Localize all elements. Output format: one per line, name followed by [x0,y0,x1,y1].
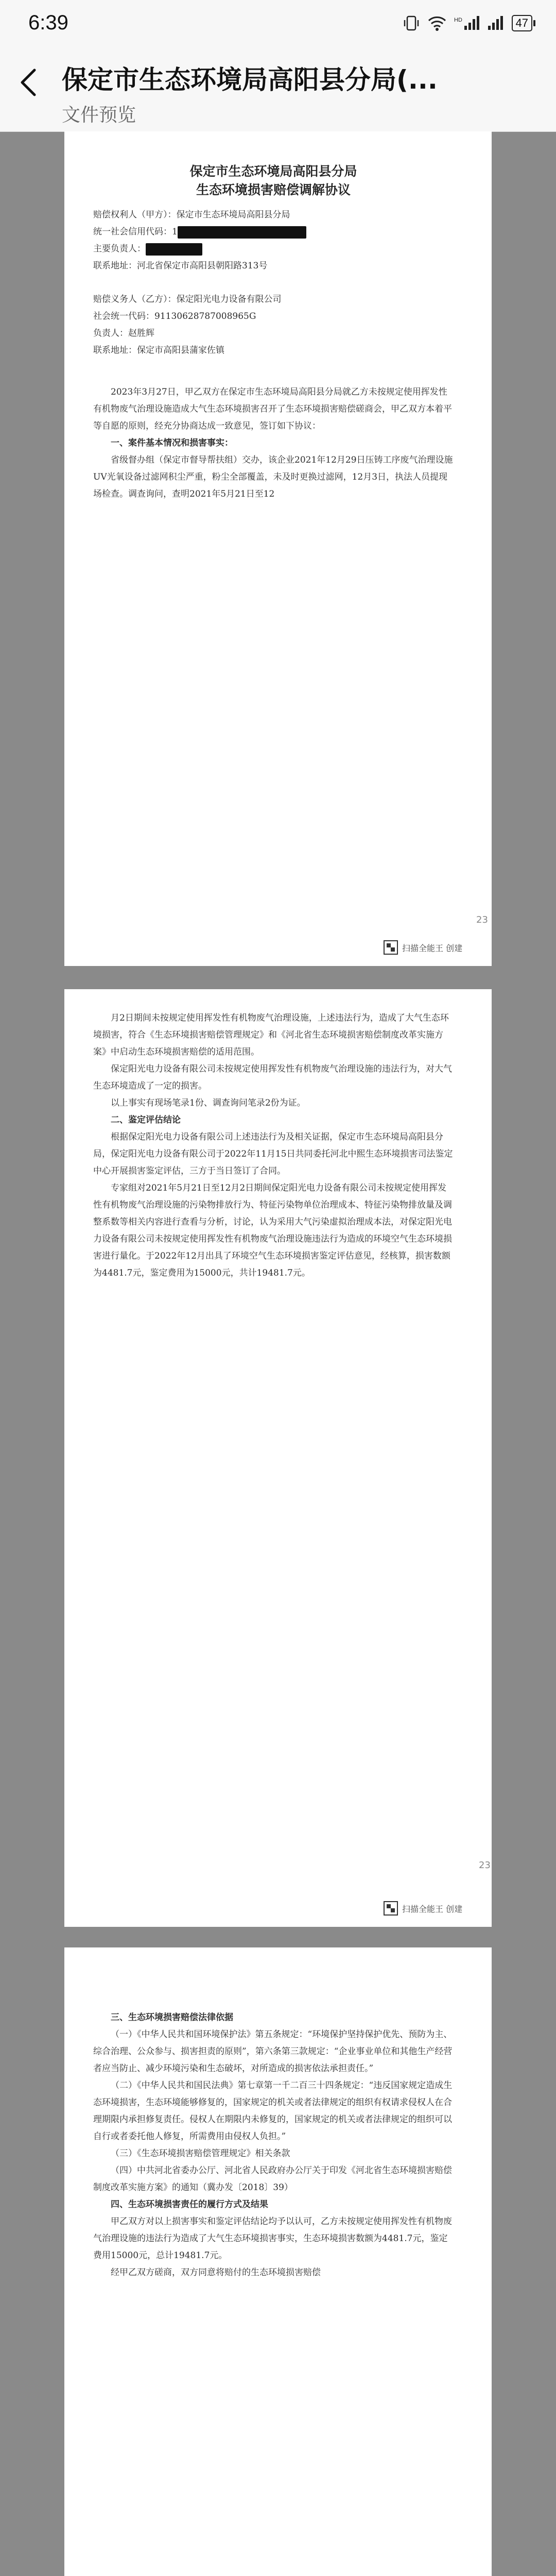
battery-icon [512,15,535,31]
page-2-content [93,1010,454,1282]
chevron-left-icon [18,68,39,97]
page-title: 保定市生态环境局高阳县分局(... [62,65,438,95]
body-paragraph: 月2日期间未按规定使用挥发性有机物废气治理设施，上述违法行为，造成了大气生态环境损害，符合《生态环境损害赔偿管理规定》和《河北省生态环境损害赔偿制度改革实施方案》中启动生态环境损害赔偿的适用范围。 [93,1013,449,1057]
qr-icon [384,1901,398,1916]
section-heading: 三、生态环境损害赔偿法律依据 [111,2012,233,2023]
margin-mark: 23 [479,1860,491,1871]
party-a-credit-code: 统一社会信用代码：1 [93,224,454,241]
document-page-3 [64,1947,492,2576]
page-subtitle: 文件预览 [62,105,136,126]
battery-level: 47 [515,16,528,29]
body-paragraph: 保定阳光电力设备有限公司未按规定使用挥发性有机物废气治理设施的违法行为，对大气生态环境造成了一定的损害。 [93,1064,452,1091]
section-heading: 二、鉴定评估结论 [111,1115,181,1125]
body-paragraph: 省级督办组（保定市督导帮扶组）交办，该企业2021年12月29日压铸工序废气治理设施UV光氧设备过滤网积尘严重，粉尘全部覆盖，未及时更换过滤网，12月3日，执法人员提现场检查。调查询问，查明2021年5月21日至12 [93,455,453,499]
status-bar [0,0,556,49]
signal-hd-icon [454,14,480,32]
doc-title [93,162,454,199]
body-paragraph: 根据保定阳光电力设备有限公司上述违法行为及相关证据，保定市生态环境局高阳县分局，保定阳光电力设备有限公司于2022年11月15日共同委托河北中熙生态环境损害司法鉴定中心开展损害鉴定评估，三方于当日签订了合同。 [93,1132,453,1176]
header-bar [0,49,556,132]
vibrate-icon [403,14,420,32]
document-page-1 [64,131,492,966]
scanner-footer: 扫描全能王 创建 [384,1901,462,1916]
svg-text:HD: HD [454,17,462,23]
scanner-footer: 扫描全能王 创建 [384,940,462,955]
party-b-credit-code: 社会统一代码：91130628787008965G [93,311,256,321]
party-a-principal: 主要负责人： [93,241,454,258]
body-paragraph: （四）中共河北省委办公厅、河北省人民政府办公厅关于印发《河北省生态环境损害赔偿制度改革实施方案》的通知（冀办发〔2018〕39） [93,2165,452,2193]
party-a-address: 联系地址：河北省保定市高阳县朝阳路313号 [93,261,268,271]
body-paragraph: 甲乙双方对以上损害事实和鉴定评估结论均予以认可，乙方未按规定使用挥发性有机物废气治理设施的违法行为造成了大气生态环境损害事实，生态环境损害数额为4481.7元，鉴定费用15000元，总计19481.7元。 [93,2216,452,2261]
body-paragraph: 专家组对2021年5月21日至12月2日期间保定阳光电力设备有限公司未按规定使用挥发性有机物废气治理设施的污染物排放行为、特征污染物单位治理成本、特征污染物排放量及调整系数等相关内容进行查看与分析，讨论，认为采用大气污染虚拟治理成本法，对保定阳光电力设备有限公司未按规定使用挥发性有机物废气治理设施违法行为造成的环境空气生态环境损害进行量化。于2022年12月出具了环境空气生态环境损害鉴定评估意见，经核算，损害数额为4481.7元，鉴定费用为15000元，共计19481.7元。 [93,1183,452,1278]
wifi-icon [427,14,447,32]
document-page-2 [64,989,492,1927]
party-b-principal: 负责人：赵胜辉 [93,328,154,338]
section-heading: 一、案件基本情况和损害事实： [111,438,233,448]
qr-icon [384,940,398,955]
party-a-name: 赔偿权利人（甲方）：保定市生态环境局高阳县分局 [93,210,290,220]
intro-paragraph: 2023年3月27日，甲乙双方在保定市生态环境局高阳县分局就乙方未按规定使用挥发性有机物废气治理设施造成大气生态环境损害召开了生态环境损害赔偿磋商会，甲乙双方本着平等自愿的原则，经充分协商达成一致意见，签订如下协议： [93,387,452,431]
status-icons [403,14,535,32]
status-time: 6:39 [28,11,68,34]
section-heading: 四、生态环境损害责任的履行方式及结果 [111,2199,268,2210]
signal-icon [487,14,505,32]
page-1-content [93,162,454,503]
party-b-address: 联系地址：保定市高阳县蒲家佐镇 [93,345,224,355]
redacted-block [146,243,202,256]
body-paragraph: （二）《中华人民共和国民法典》第七章第一千二百三十四条规定：“违反国家规定造成生态环境损害，生态环境能够修复的，国家规定的机关或者法律规定的组织有权请求侵权人在合理期限内承担修复责任。侵权人在期限内未修复的，国家规定的机关或者法律规定的组织可以自行或者委托他人修复，所需费用由侵权人负担。” [93,2080,453,2142]
doc-title-line-2: 生态环境损害赔偿调解协议 [196,182,351,197]
back-button[interactable] [10,64,46,100]
body-paragraph: 以上事实有现场笔录1份、调查询问笔录2份为证。 [111,1098,306,1108]
body-paragraph: （一）《中华人民共和国环境保护法》第五条规定：“环境保护坚持保护优先、预防为主、综合治理、公众参与、损害担责的原则”，第六条第三款规定：“企业事业单位和其他生产经营者应当防止、减少环境污染和生态破坏，对所造成的损害依法承担责任。” [93,2029,453,2074]
body-paragraph: 经甲乙双方磋商，双方同意将赔付的生态环境损害赔偿 [111,2267,321,2278]
doc-title-line-1: 保定市生态环境局高阳县分局 [189,164,357,179]
body-paragraph: （三）《生态环境损害赔偿管理规定》相关条款 [111,2148,290,2159]
redacted-block [178,226,306,239]
margin-mark: 23 [476,914,488,925]
party-b-name: 赔偿义务人（乙方）：保定阳光电力设备有限公司 [93,294,282,304]
page-3-content [93,2009,454,2281]
